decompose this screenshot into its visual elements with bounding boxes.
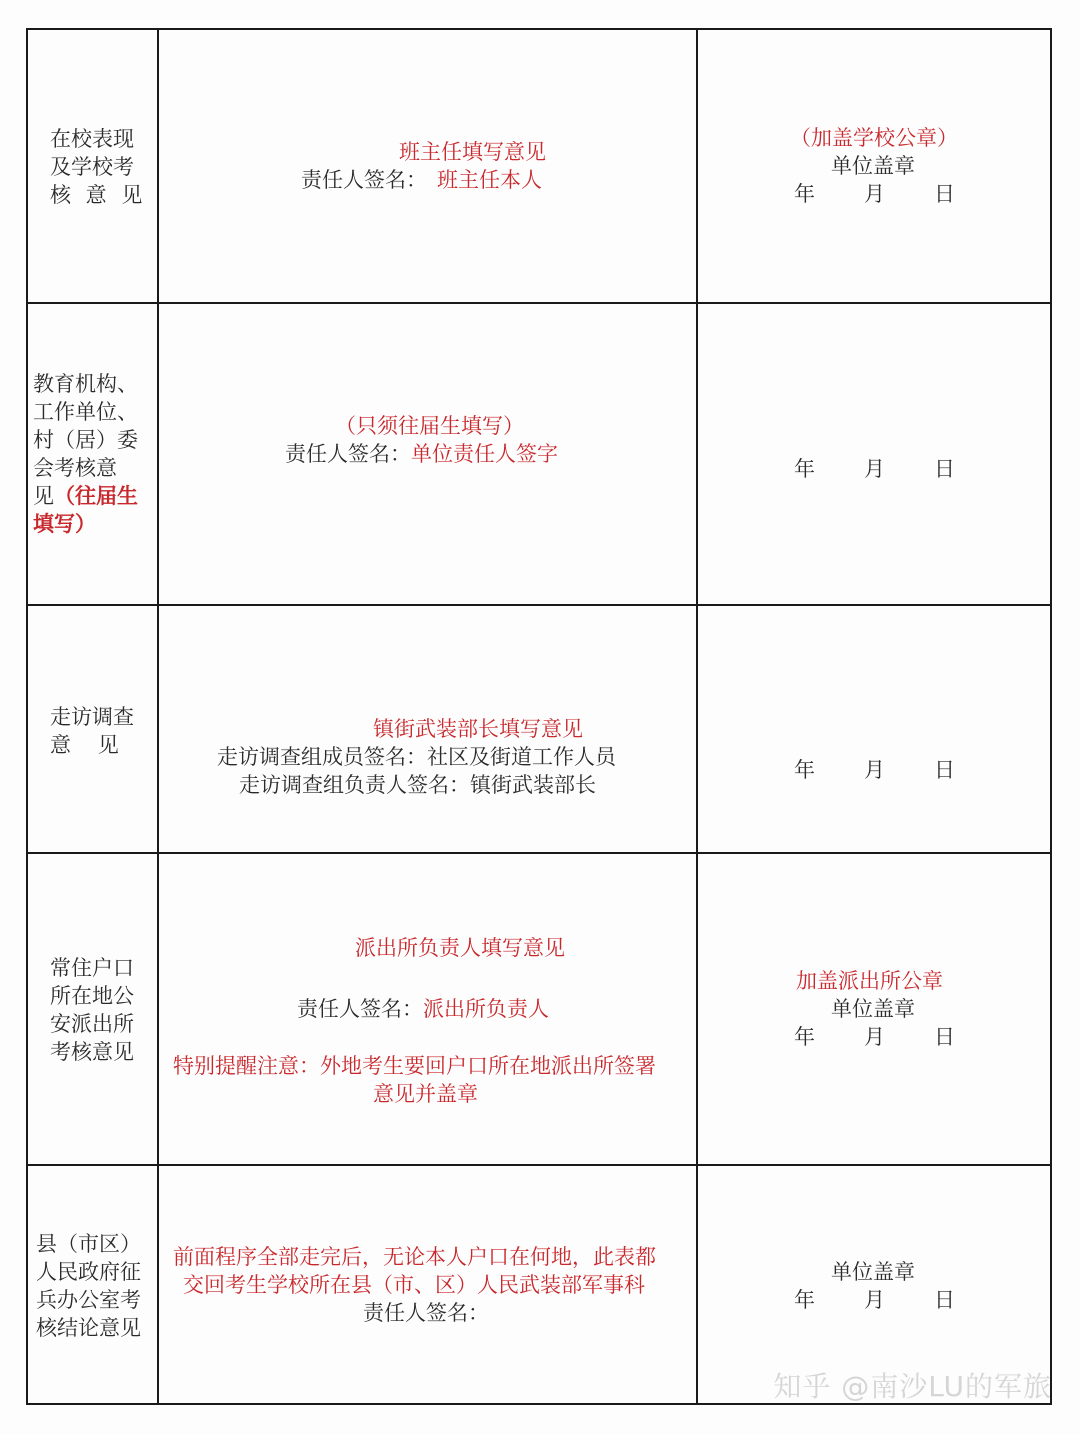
table-row-police-review [28,852,1050,1164]
instruction-text: 派出所负责人填写意见 [355,936,565,960]
stamp-cell [698,854,1050,1164]
opinion-cell [159,30,698,302]
table-row-visit-survey [28,604,1050,852]
row-label-line: 会考核意 [33,456,117,480]
table-row-school-review [28,30,1050,302]
opinion-cell [159,854,698,1164]
signature-value: 班主任本人 [437,168,542,192]
stamp-note: （加盖学校公章） [790,126,958,150]
stamp-cell [698,304,1050,604]
special-reminder: 特别提醒注意：外地考生要回户口所在地派出所签署 [173,1054,656,1078]
date-month: 月 [864,182,885,206]
special-reminder-cont: 意见并盖章 [373,1082,478,1106]
date-day: 日 [934,758,955,782]
date-field [794,756,964,784]
row-label-line: 意 见 [50,733,119,757]
signature-label: 责任人签名： [301,168,427,192]
row-label-cell [28,1166,159,1403]
visit-members-signature: 走访调查组成员签名：社区及街道工作人员 [217,745,616,769]
signature-label: 责任人签名： [285,442,411,466]
date-year: 年 [794,1288,815,1312]
row-label-line: 核结论意见 [36,1316,141,1340]
signature-value: 单位责任人签字 [411,442,558,466]
row-label-note: （往届生 [54,483,138,508]
row-label-cell [28,30,159,302]
date-month: 月 [864,1288,885,1312]
date-field [794,455,964,483]
row-label-line: 走访调查 [50,705,134,729]
stamp-cell [698,30,1050,302]
date-day: 日 [934,182,955,206]
row-label-line: 人民政府征 [36,1260,141,1284]
row-label-cell [28,854,159,1164]
stamp-cell [698,606,1050,852]
row-label-line: 常住户口 [50,956,134,980]
row-label-line: 教育机构、 [33,372,138,396]
date-month: 月 [864,758,885,782]
instruction-text: 镇街武装部长填写意见 [373,717,583,741]
stamp-label: 单位盖章 [831,997,915,1021]
date-field [794,1023,964,1051]
date-field [794,1286,964,1314]
date-year: 年 [794,457,815,481]
stamp-note: 加盖派出所公章 [796,969,943,993]
row-label-line: 在校表现 [50,127,134,151]
final-instruction-cont: 交回考生学校所在县（市、区）人民武装部军事科 [183,1273,645,1297]
date-day: 日 [934,457,955,481]
row-label-line: 所在地公 [50,984,134,1008]
row-label-line: 核 意 见 [50,183,147,207]
opinion-cell [159,1166,698,1403]
row-label-line: 兵办公室考 [36,1288,141,1312]
row-label-line: 及学校考 [50,155,134,179]
date-month: 月 [864,1025,885,1049]
instruction-text: （只须往届生填写） [335,414,524,438]
row-label-cell [28,606,159,852]
date-year: 年 [794,182,815,206]
row-label-line: 考核意见 [50,1040,134,1064]
date-month: 月 [864,457,885,481]
row-label-line: 县（市区） [36,1232,141,1256]
date-year: 年 [794,1025,815,1049]
opinion-cell [159,606,698,852]
signature-label: 责任人签名： [297,997,423,1021]
stamp-label: 单位盖章 [831,1260,915,1284]
instruction-text: 班主任填写意见 [399,140,546,164]
opinion-cell [159,304,698,604]
row-label-note: 填写） [33,511,96,536]
row-label-line: 村（居）委 [33,428,138,452]
watermark: 知乎 @南沙LU的军旅 [773,1370,1052,1403]
final-instruction: 前面程序全部走完后，无论本人户口在何地，此表都 [173,1245,656,1269]
row-label-line: 见 [33,484,54,508]
visit-leader-signature: 走访调查组负责人签名：镇街武装部长 [239,773,596,797]
date-day: 日 [934,1025,955,1049]
stamp-label: 单位盖章 [831,154,915,178]
signature-label: 责任人签名： [363,1301,489,1325]
row-label-line: 工作单位、 [33,400,138,424]
row-label-line: 安派出所 [50,1012,134,1036]
review-form-table [26,28,1052,1405]
date-field [794,180,964,208]
date-day: 日 [934,1288,955,1312]
date-year: 年 [794,758,815,782]
signature-value: 派出所负责人 [423,997,549,1021]
row-label-cell [28,304,159,604]
table-row-institution-review [28,302,1050,604]
